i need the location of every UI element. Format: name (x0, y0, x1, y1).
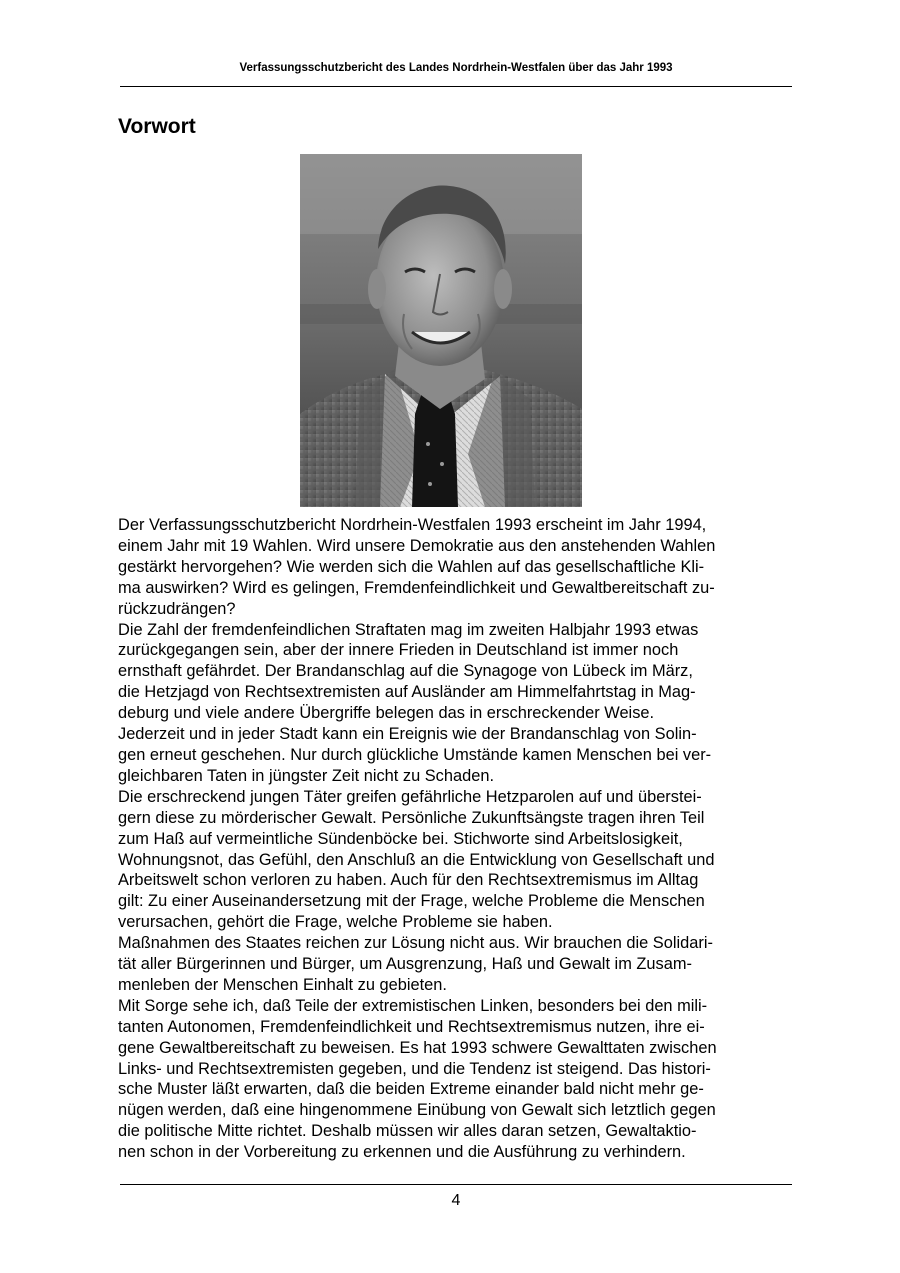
text-line: Die Zahl der fremdenfeindlichen Straftaten mag im zweiten Halbjahr 1993 etwas (118, 620, 699, 639)
foreword-body (118, 515, 790, 1163)
text-line: die politische Mitte richtet. Deshalb müssen wir alles daran setzen, Gewaltaktio- (118, 1122, 697, 1141)
header-rule (120, 86, 792, 87)
text-line: menleben der Menschen Einhalt zu gebieten. (118, 975, 447, 994)
text-line: ma auswirken? Wird es gelingen, Fremdenfeindlichkeit und Gewaltbereitschaft zu- (118, 578, 715, 597)
text-line: zurückgegangen sein, aber der innere Frieden in Deutschland ist immer noch (118, 641, 679, 660)
text-line: Maßnahmen des Staates reichen zur Lösung nicht aus. Wir brauchen die Solidari- (118, 934, 713, 953)
text-line: tät aller Bürgerinnen und Bürger, um Ausgrenzung, Haß und Gewalt im Zusam- (118, 955, 692, 974)
text-line: deburg und viele andere Übergriffe belegen das in erschreckender Weise. (118, 704, 655, 723)
paragraph (118, 787, 790, 933)
paragraph (118, 996, 790, 1163)
running-header: Verfassungsschutzbericht des Landes Nordrhein-Westfalen über das Jahr 1993 (239, 62, 673, 74)
text-line: gestärkt hervorgehen? Wie werden sich die Wahlen auf das gesellschaftliche Kli- (118, 557, 705, 576)
text-line: tanten Autonomen, Fremdenfeindlichkeit und Rechtsextremismus nutzen, ihre ei- (118, 1017, 705, 1036)
text-line: Jederzeit und in jeder Stadt kann ein Ereignis wie der Brandanschlag von Solin- (118, 725, 697, 744)
portrait-photo (300, 154, 582, 507)
text-line: gern diese zu mörderischer Gewalt. Persönliche Zukunftsängste tragen ihren Teil (118, 808, 705, 827)
text-line: ernsthaft gefährdet. Der Brandanschlag auf die Synagoge von Lübeck im März, (118, 662, 693, 681)
text-line: Die erschreckend jungen Täter greifen gefährliche Hetzparolen auf und überstei- (118, 787, 702, 806)
text-line: zum Haß auf vermeintliche Sündenböcke bei. Stichworte sind Arbeitslosigkeit, (118, 829, 683, 848)
text-line: Links- und Rechtsextremisten gegeben, und die Tendenz ist steigend. Das histori- (118, 1059, 711, 1078)
text-line: gene Gewaltbereitschaft zu beweisen. Es hat 1993 schwere Gewalttaten zwischen (118, 1038, 717, 1057)
text-line: die Hetzjagd von Rechtsextremisten auf Ausländer am Himmelfahrtstag in Mag- (118, 683, 696, 702)
page-number: 4 (451, 1192, 461, 1209)
text-line: gilt: Zu einer Auseinandersetzung mit der Frage, welche Probleme die Menschen (118, 892, 705, 911)
text-line: sche Muster läßt erwarten, daß die beiden Extreme einander bald nicht mehr ge- (118, 1080, 704, 1099)
text-line: gen erneut geschehen. Nur durch glückliche Umstände kamen Menschen bei ver- (118, 745, 712, 764)
text-line: nügen werden, daß eine hingenommene Einübung von Gewalt sich letztlich gegen (118, 1101, 716, 1120)
paragraph (118, 620, 790, 787)
text-line: einem Jahr mit 19 Wahlen. Wird unsere Demokratie aus den anstehenden Wahlen (118, 536, 716, 555)
text-line: verursachen, gehört die Frage, welche Probleme sie haben. (118, 913, 553, 932)
text-line: gleichbaren Taten in jüngster Zeit nicht zu Schaden. (118, 766, 495, 785)
footer-rule (120, 1184, 792, 1185)
text-line: Mit Sorge sehe ich, daß Teile der extremistischen Linken, besonders bei den mili- (118, 996, 708, 1015)
text-line: Wohnungsnot, das Gefühl, den Anschluß an die Entwicklung von Gesellschaft und (118, 850, 715, 869)
paragraph (118, 515, 790, 620)
text-line: nen schon in der Vorbereitung zu erkennen und die Ausführung zu verhindern. (118, 1143, 686, 1162)
text-line: Arbeitswelt schon verloren zu haben. Auch für den Rechtsextremismus im Alltag (118, 871, 699, 890)
paragraph (118, 933, 790, 996)
text-line: Der Verfassungsschutzbericht Nordrhein-Westfalen 1993 erscheint im Jahr 1994, (118, 516, 707, 534)
text-line: rückzudrängen? (118, 599, 236, 618)
page-title: Vorwort (118, 115, 196, 138)
